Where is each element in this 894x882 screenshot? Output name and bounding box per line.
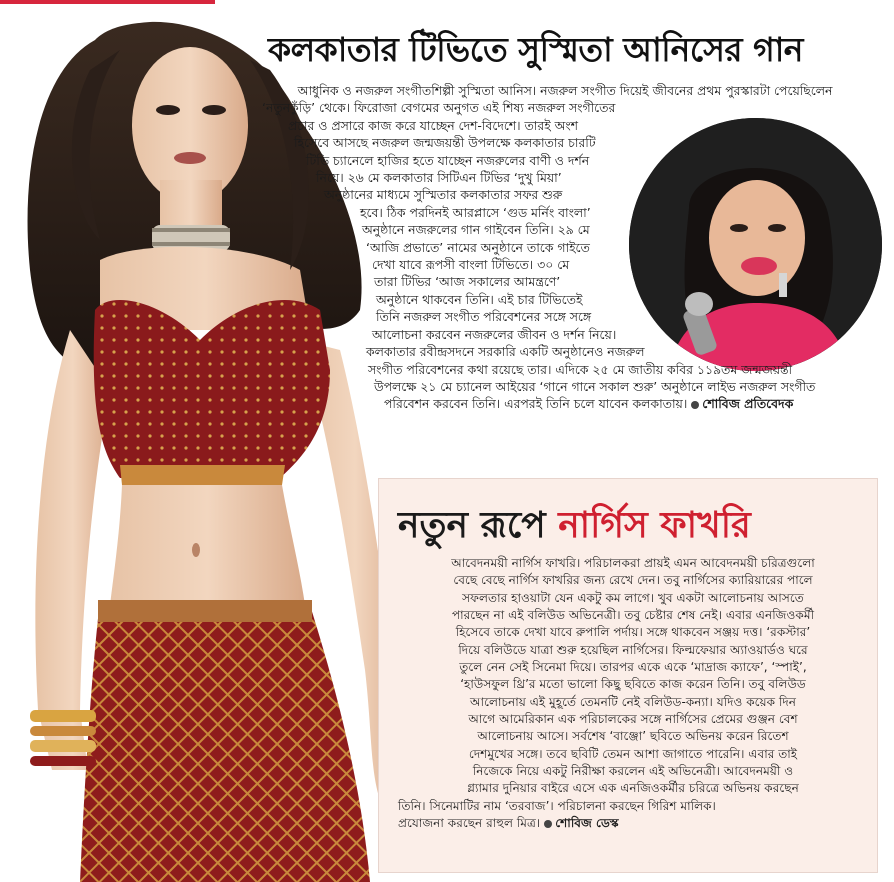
story2-byline: শোবিজ ডেস্ক (555, 816, 619, 831)
story1-line: ‘নতুনকুঁড়ি’ থেকে। ফিরোজা বেগমের অনুগত এই শিষ্য নজরুল সংগীতের (262, 100, 616, 116)
story2-line: তিনি। সিনেমাটির নাম ‘তরবাজ’। পরিচালনা করছেন গিরিশ মালিক। (398, 798, 716, 813)
story2-closing-line (398, 815, 868, 832)
story1-line: কলকাতার রবীন্দ্রসদনে সরকারি একটি অনুষ্ঠানেও নজরুল (366, 344, 645, 360)
story1-byline: শোবিজ প্রতিবেদক (702, 396, 794, 412)
story2-body (398, 555, 868, 833)
story2-line: আগে আমেরিকান এক পরিচালকের সঙ্গে নার্গিসের প্রেমের গুঞ্জন বেশ (468, 712, 798, 727)
story2-line: পারছেন না এই বলিউড অভিনেত্রী। তবু চেষ্টার শেষ নেই। এবার এনজিওকর্মী (451, 608, 815, 623)
story1-line: ‘আজি প্রভাতে’ নামের অনুষ্ঠানে তাকে গাইতে (366, 239, 590, 255)
story2-headline-accent: নার্গিস ফাখরি (558, 505, 751, 546)
story1-line: উপলক্ষে ২১ মে চ্যানেল আইয়ের ‘গানে গানে সকাল শুরু’ অনুষ্ঠানে লাইভ নজরুল সংগীত (374, 378, 816, 394)
story1-line: সংগীত পরিবেশনের কথা রয়েছে তার। এদিকে ২৫ মে জাতীয় কবির ১১৯তম জন্মজয়ন্তী (368, 361, 793, 377)
byline-dot-icon (691, 401, 699, 409)
story1-line: আলোচনা করবেন নজরুলের জীবন ও দর্শন নিয়ে। (372, 326, 617, 342)
story1-line: প্রচার ও প্রসারে কাজ করে যাচ্ছেন দেশ-বিদেশে। তারই অংশ (288, 117, 578, 133)
story1-line: আধুনিক ও নজরুল সংগীতশিল্পী সুস্মিতা আনিস। নজরুল সংগীত দিয়েই জীবনের প্রথম পুরস্কারটা পেয়েছিলেন (297, 83, 833, 98)
story1-body (258, 82, 872, 413)
story1-line: অনুষ্ঠানে নজরুলের গান গাইবেন তিনি। ২৯ মে (362, 222, 590, 238)
story1-line: অনুষ্ঠানের মাধ্যমে সুস্মিতার কলকাতার সফর শুরু (324, 187, 563, 203)
story1-line: নিয়ে। ২৬ মে কলকাতার সিটিএন টিভির ‘দুখু মিয়া’ (316, 170, 562, 186)
story2-headline-plain: নতুন রূপে (398, 505, 546, 546)
story2-line: হিসেবে তাকে দেখা যাবে রুপালি পর্দায়। সঙ্গে থাকবেন সঞ্জয় দত্ত। ‘রকস্টার’ (455, 625, 811, 640)
byline-dot-icon (544, 820, 552, 828)
top-accent-rule (0, 0, 215, 4)
story2-line: দিয়ে বলিউডে যাত্রা শুরু হয়েছিল নার্গিসের। ফিল্মফেয়ার অ্যাওয়ার্ডও ঘরে (458, 642, 808, 657)
story2-line: প্রযোজনা করছেন রাহুল মিত্র। (398, 816, 541, 831)
story2-line: আলোচনায় এই মুহূর্তে তেমনটি নেই বলিউড-কন্যা। যদিও কয়েক দিন (469, 694, 796, 709)
story2-line: বেছে বেছে নার্গিস ফাখরির জন্য রেখে দেন। তবু নার্গিসের ক্যারিয়ারের পালে (453, 573, 813, 588)
story2-line: গ্ল্যামার দুনিয়ার বাইরে এসে এক এনজিওকর্মীর চরিত্রে অভিনয় করছেন (467, 781, 799, 796)
story2-line: দেশমুখের সঙ্গে। তবে ছবিটি তেমন আশা জাগাতে পারেনি। এবার তাই (468, 746, 798, 761)
story2-line: সফলতার হাওয়াটা যেন একটু কম লাগে। খুব একটা আলোচনায় আসতে (462, 590, 804, 605)
story2-line: তুলে নেন সেই সিনেমা দিয়ে। তারপর একে একে ‘মাদ্রাজ ক্যাফে’, ‘স্পাই’, (459, 660, 807, 675)
story1-line: তারা টিভির ‘আজ সকালের আমন্ত্রণে’ (374, 274, 561, 290)
story2-line: আলোচনায় আসে। সর্বশেষ ‘বাঞ্জো’ ছবিতে অভিনয় করেন রিতেশ (477, 729, 789, 744)
story1-line: তিনি নজরুল সংগীত পরিবেশনের সঙ্গে সঙ্গে (376, 309, 592, 325)
story1-headline: কলকাতার টিভিতে সুস্মিতা আনিসের গান (268, 30, 803, 69)
story2-line: নিজেকে নিয়ে একটু নিরীক্ষা করলেন এই অভিনেত্রী। আবেদনময়ী ও (472, 764, 794, 779)
story2-headline (398, 503, 868, 549)
story1-closing-line (258, 395, 872, 412)
story2-line: ‘হাউসফুল থ্রি’র মতো ভালো কিছু ছবিতে কাজ করেন তিনি। তবু বলিউড (460, 677, 806, 692)
story1-line: হিসেবে আসছে নজরুল জন্মজয়ন্তী উপলক্ষে কলকাতার চারটি (294, 135, 596, 151)
story1-line: হবে। ঠিক পরদিনই আরপ্লাসে ‘গুড মর্নিং বাংলা’ (360, 204, 591, 220)
story1-line: দেখা যাবে রূপসী বাংলা টিভিতে। ৩০ মে (372, 257, 570, 273)
story1-line: টিভি চ্যানেলে হাজির হতে যাচ্ছেন নজরুলের বাণী ও দর্শন (306, 152, 590, 168)
story2-line: আবেদনময়ী নার্গিস ফাখরি। পরিচালকরা প্রায়ই এমন আবেদনময়ী চরিত্রগুলো (451, 556, 815, 570)
story1-line: অনুষ্ঠানে থাকবেন তিনি। এই চার টিভিতেই (376, 291, 583, 307)
story1-line: পরিবেশন করবেন তিনি। এরপরই তিনি চলে যাবেন কলকাতায়। (384, 396, 688, 412)
